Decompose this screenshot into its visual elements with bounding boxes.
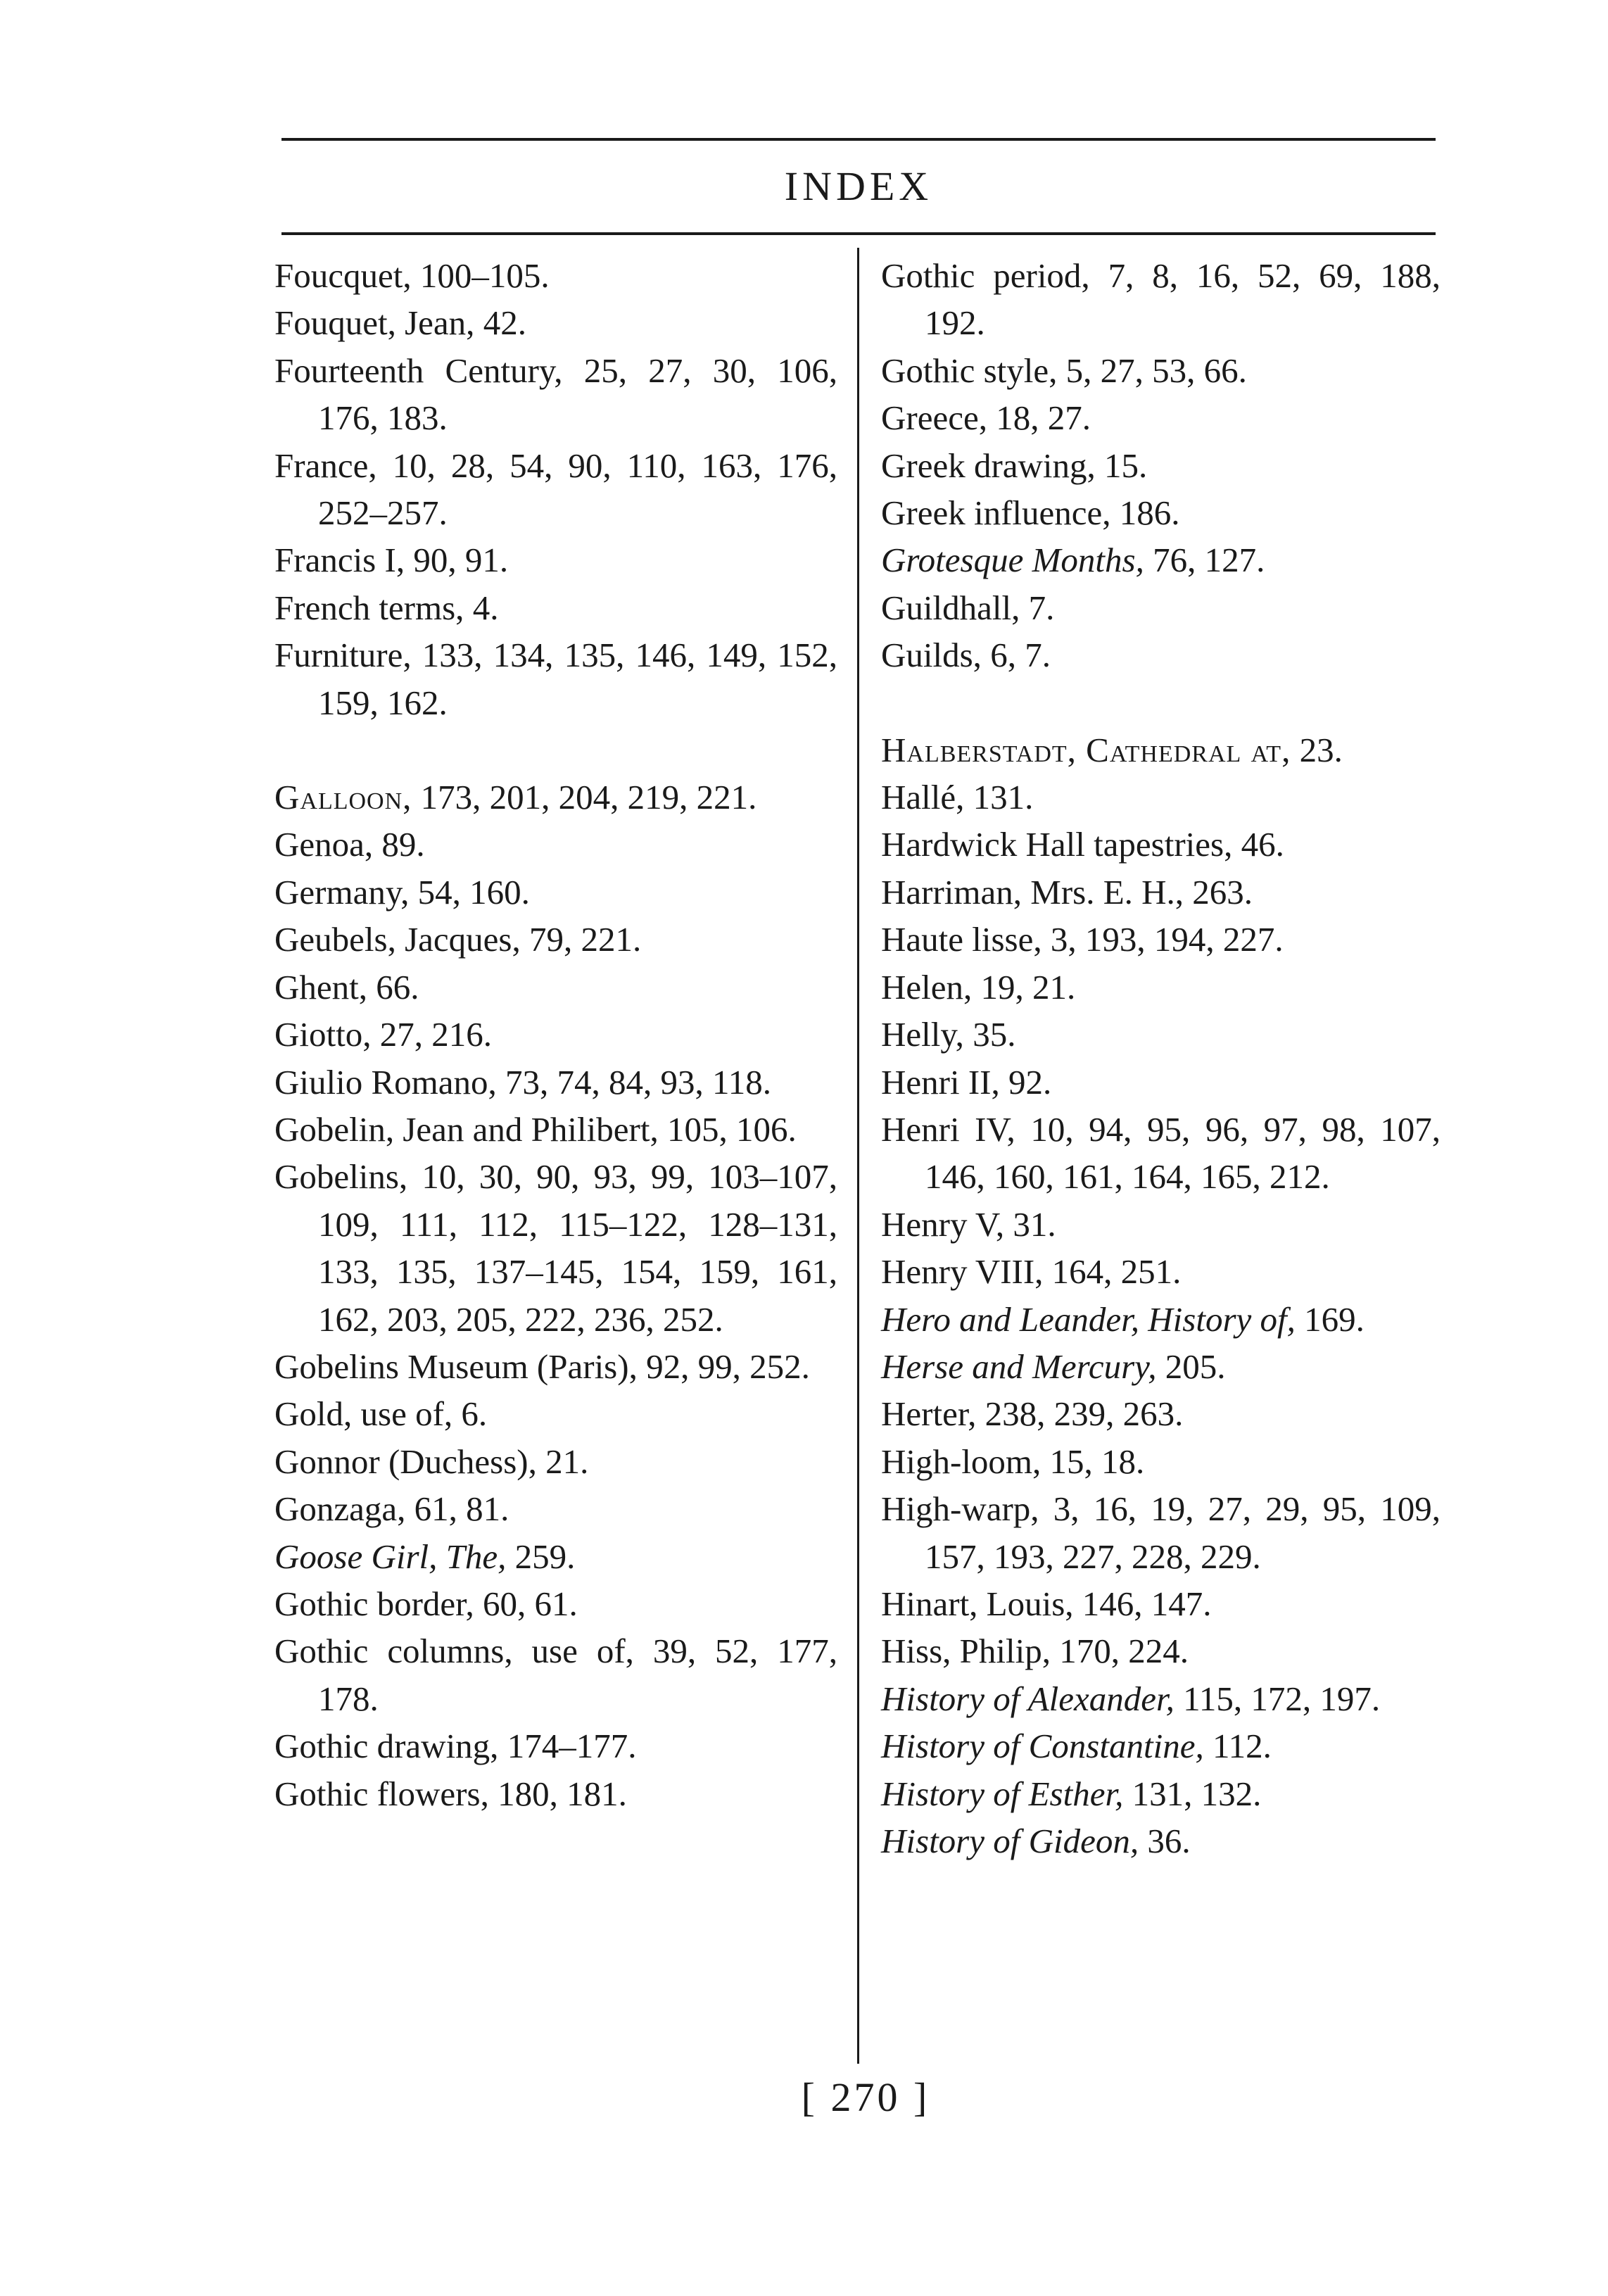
index-page-refs: 35. [973,1015,1016,1054]
index-entry [274,1438,837,1485]
index-page-refs: 180, 181. [498,1774,627,1813]
index-term: Henri IV, [881,1109,1015,1149]
index-page-refs: 27, 216. [379,1015,492,1054]
index-entry [274,252,837,299]
index-page-refs: 7. [1028,588,1055,627]
index-page-refs: 238, 239, 263. [985,1394,1184,1434]
index-term: Ghent, [274,967,367,1007]
index-entry [881,631,1441,679]
index-page-refs: 6. [461,1394,488,1434]
index-page-refs: 42. [483,303,526,343]
index-page-refs: 31. [1013,1204,1056,1244]
index-page-refs: 54, 160. [417,872,530,912]
index-term: Gobelin, Jean and Philibert, [274,1109,659,1149]
index-page-refs: 36. [1147,1822,1191,1860]
index-entry [881,1722,1441,1770]
index-term: Geubels, Jacques, [274,920,521,959]
index-page-refs: 92, 99, 252. [646,1346,810,1386]
index-page-refs: 73, 74, 84, 93, 118. [505,1062,771,1102]
index-term: Henry V, [881,1204,1005,1244]
page-title: INDEX [784,163,933,209]
index-page-refs: 10, 94, 95, 96, 97, 98, 107, 146, 160, 161, 164, 165, 212. [925,1109,1441,1197]
index-page-refs: 19, 21. [980,967,1076,1007]
index-entry [881,1390,1441,1437]
index-entry [881,394,1441,441]
index-entry [881,1627,1441,1674]
index-term: Foucquet, [274,256,412,295]
index-term: Gobelins, [274,1157,408,1197]
index-term: Henry VIII, [881,1252,1044,1292]
index-page-refs: 131, 132. [1132,1774,1262,1813]
index-page-refs: 46. [1241,825,1284,864]
index-term: History of Esther, [881,1774,1124,1813]
index-page-refs: 133, 134, 135, 146, 149, 152, 159, 162. [318,636,838,722]
index-page-refs: 25, 27, 30, 106, 176, 183. [318,351,838,438]
index-page-refs: 115, 172, 197. [1183,1679,1381,1718]
index-page-refs: 7, 8, 16, 52, 69, 188, 192. [925,256,1441,343]
header-rule [281,232,1436,235]
index-term: Grotesque Months, [881,541,1144,580]
index-term: Fourteenth Century, [274,351,563,390]
index-entry [274,774,837,821]
index-entry [881,1248,1441,1295]
index-page-refs: 259. [514,1537,576,1576]
index-term: Hiss, Philip, [881,1632,1051,1671]
index-entry [881,1011,1441,1058]
index-term: Henri II, [881,1062,1000,1102]
index-entry [881,1059,1441,1106]
index-entry [881,964,1441,1011]
index-entry [881,347,1441,394]
index-page-refs: 3, 193, 194, 227. [1050,920,1284,959]
index-term: Gonzaga, [274,1489,406,1529]
index-term: Gothic flowers, [274,1774,489,1813]
index-entry [274,631,837,726]
index-page-refs: 263. [1192,872,1253,912]
index-entry [881,1675,1441,1722]
index-entry [274,1106,837,1153]
index-term: Galloon, [274,778,412,817]
index-entry [881,916,1441,963]
index-term: Genoa, [274,825,374,864]
index-entry [274,442,837,537]
index-term: Gonnor (Duchess), [274,1442,537,1481]
index-column-left [274,252,837,1817]
index-entry [274,964,837,1011]
index-term: History of Gideon, [881,1822,1139,1860]
index-term: Guilds, [881,636,982,675]
index-entry [274,1390,837,1437]
index-term: Giotto, [274,1015,372,1054]
index-entry [274,916,837,963]
index-page-refs: 66. [376,967,419,1007]
index-term: Greece, [881,398,987,438]
index-term: Giulio Romano, [274,1062,497,1102]
index-entry [881,1106,1441,1201]
index-page-refs: 169. [1304,1299,1365,1339]
index-page-refs: 3, 16, 19, 27, 29, 95, 109, 157, 193, 227, 228, 229. [925,1489,1441,1576]
index-entry [274,536,837,584]
index-entry [881,1201,1441,1248]
index-term: Gothic border, [274,1584,474,1623]
index-entry [274,299,837,346]
index-page-refs: 15. [1104,446,1148,485]
index-term: Herter, [881,1394,977,1434]
index-term: Gothic period, [881,256,1090,295]
index-entry [274,1011,837,1058]
index-term: France, [274,446,377,485]
index-term: Helly, [881,1015,964,1054]
index-term: Fouquet, Jean, [274,303,475,343]
index-entry [881,1438,1441,1485]
index-page-refs: 173, 201, 204, 219, 221. [420,778,757,817]
page-number: [ 270 ] [801,2074,930,2120]
index-entry [274,1722,837,1770]
index-term: Gothic columns, use of, [274,1632,634,1671]
index-term: Halberstadt, Cathedral at, [881,730,1291,769]
index-entry [274,584,837,631]
index-entry [274,1343,837,1390]
index-entry [274,869,837,916]
index-term: High-warp, [881,1489,1039,1529]
index-page-refs: 146, 147. [1082,1584,1212,1623]
index-term: Gobelins Museum (Paris), [274,1346,638,1386]
index-page-refs: 61, 81. [414,1489,509,1529]
index-entry [881,1296,1441,1343]
index-page-refs: 105, 106. [666,1109,797,1149]
index-page-refs: 131. [973,778,1034,817]
index-term: Harriman, Mrs. E. H., [881,872,1184,912]
index-page-refs: 10, 30, 90, 93, 99, 103–107, 109, 111, 112, 115–122, 128–131, 133, 135, 137–145, 154, 159, 161, 162, 203, 205, 222, 236, 252. [318,1157,838,1339]
index-page-refs: 186. [1119,493,1180,533]
index-entry [881,584,1441,631]
index-entry [274,1153,837,1343]
index-term: French terms, [274,588,464,627]
index-page-refs: 79, 221. [528,920,642,959]
index-entry [274,347,837,442]
index-term: Gothic style, [881,351,1058,390]
index-page-refs: 5, 27, 53, 66. [1065,351,1247,390]
index-entry [881,726,1441,774]
index-entry [274,1485,837,1532]
index-entry [881,442,1441,489]
index-page-refs: 21. [545,1442,589,1481]
index-term: Gothic drawing, [274,1727,499,1766]
index-page-refs: 4. [472,588,499,627]
index-page-refs: 92. [1008,1062,1052,1102]
index-page-refs: 100–105. [419,256,550,295]
index-page-refs: 174–177. [507,1727,637,1766]
index-page-refs: 18, 27. [996,398,1091,438]
index-term: Haute lisse, [881,920,1042,959]
index-page-refs: 170, 224. [1059,1632,1189,1671]
index-entry [881,774,1441,821]
index-entry [881,1770,1441,1817]
index-term: Hallé, [881,778,965,817]
index-entry [881,252,1441,347]
index-page-refs: 10, 28, 54, 90, 110, 163, 176, 252–257. [318,446,837,533]
index-page-refs: 112. [1212,1727,1272,1766]
index-term: Helen, [881,967,973,1007]
index-entry [274,1770,837,1817]
index-entry [274,1533,837,1580]
index-column-right [881,252,1441,1865]
index-entry [881,869,1441,916]
index-entry [274,1059,837,1106]
index-entry [881,489,1441,536]
index-term: Gold, use of, [274,1394,453,1434]
index-entry [881,821,1441,868]
index-entry [881,536,1441,584]
index-term: Guildhall, [881,588,1020,627]
index-term: Goose Girl, The, [274,1537,507,1576]
index-entry [274,1627,837,1722]
index-term: Furniture, [274,636,412,675]
index-term: Hero and Leander, History of, [881,1299,1296,1339]
index-term: Germany, [274,872,410,912]
index-page-refs: 60, 61. [483,1584,578,1623]
index-term: Hardwick Hall tapestries, [881,825,1233,864]
index-term: Greek influence, [881,493,1111,533]
index-page-refs: 205. [1165,1346,1226,1386]
index-entry [881,1343,1441,1390]
index-entry [881,1485,1441,1580]
index-page-refs: 164, 251. [1051,1252,1182,1292]
index-entry [881,1580,1441,1627]
index-term: Francis I, [274,541,405,580]
index-page-refs: 90, 91. [413,541,509,580]
index-page-refs: 15, 18. [1049,1442,1145,1481]
index-term: History of Constantine, [881,1727,1204,1766]
index-term: Greek drawing, [881,446,1096,485]
index-entry [274,821,837,868]
column-divider [857,248,859,2064]
index-page-refs: 39, 52, 177, 178. [318,1632,838,1718]
index-page-refs: 6, 7. [990,636,1051,675]
index-page-refs: 76, 127. [1153,541,1265,580]
index-entry [881,1817,1441,1865]
index-term: History of Alexander, [881,1679,1175,1718]
index-page-refs: 89. [381,825,425,864]
index-term: High-loom, [881,1442,1042,1481]
top-rule [281,138,1436,141]
index-term: Hinart, Louis, [881,1584,1074,1623]
index-entry [274,1580,837,1627]
index-page-refs: 23. [1299,730,1343,769]
index-term: Herse and Mercury, [881,1346,1157,1386]
